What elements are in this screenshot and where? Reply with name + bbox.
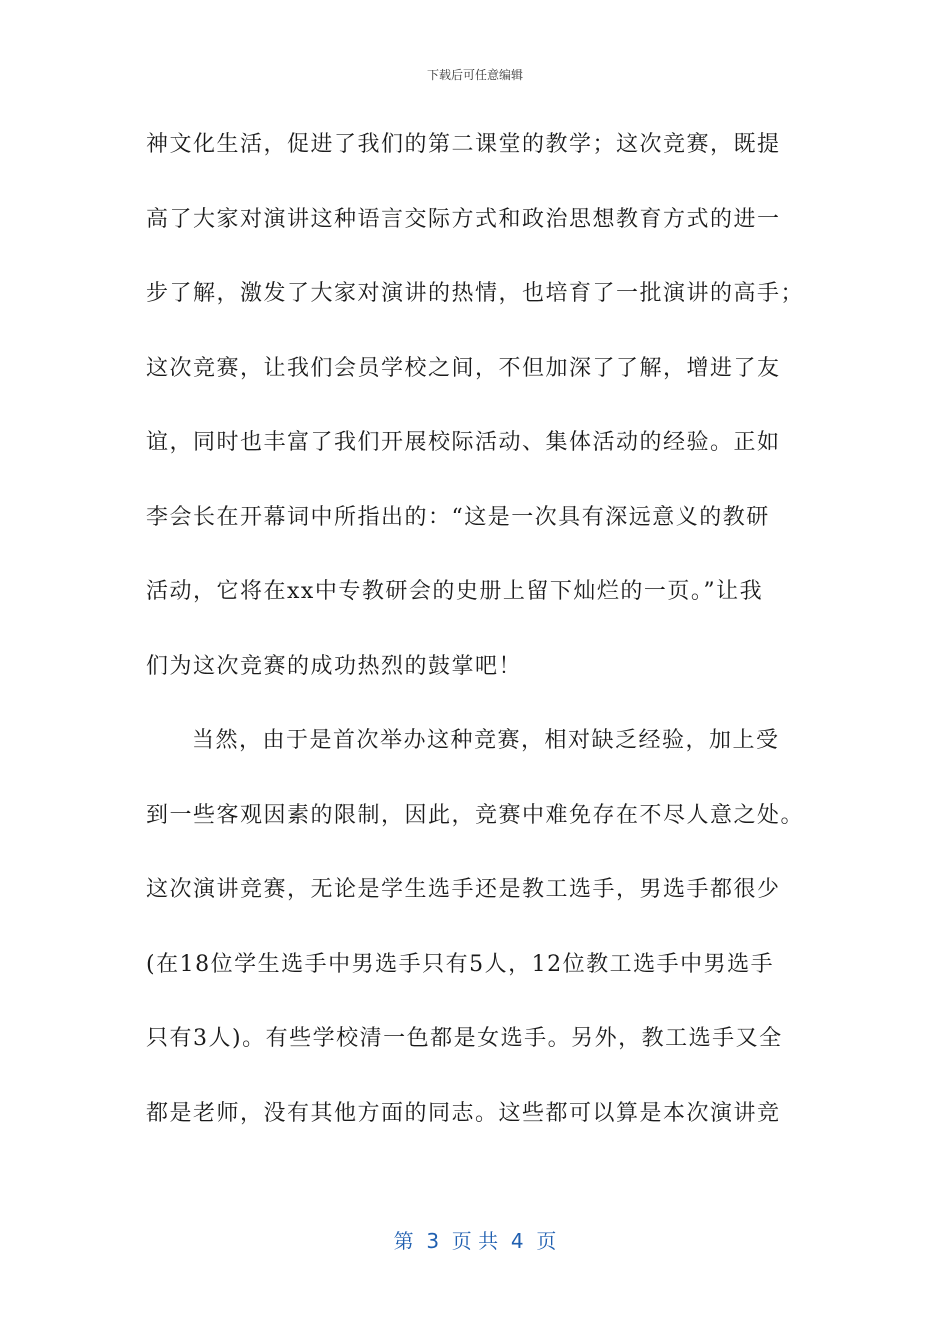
header-note: 下载后可任意编辑 [426, 68, 523, 82]
text-line: 这次竞赛，让我们会员学校之间，不但加深了了解，增进了友 [146, 355, 781, 381]
text-line: 都是老师，没有其他方面的同志。这些都可以算是本次演讲竞 [146, 1100, 781, 1126]
text-line: 只有3人)。有些学校清一色都是女选手。另外，教工选手又全 [146, 1026, 783, 1051]
document-body [146, 120, 806, 1163]
text-line: 高了大家对演讲这种语言交际方式和政治思想教育方式的进一 [146, 206, 781, 232]
text-line: 李会长在开幕词中所指出的：“这是一次具有深远意义的教研 [146, 504, 770, 530]
text-line: 神文化生活，促进了我们的第二课堂的教学；这次竞赛，既提 [146, 132, 781, 157]
text-line: 到一些客观因素的限制，因此，竞赛中难免存在不尽人意之处。 [146, 802, 805, 828]
paragraph-start-line: 当然，由于是首次举办这种竞赛，相对缺乏经验，加上受 [192, 728, 780, 753]
page-number-footer: 第 3 页 共 4 页 [393, 1229, 557, 1253]
text-line: (在18位学生选手中男选手只有5人，12位教工选手中男选手 [146, 951, 775, 977]
text-line: 们为这次竞赛的成功热烈的鼓掌吧！ [146, 653, 523, 679]
text-line: 这次演讲竞赛，无论是学生选手还是教工选手，男选手都很少 [146, 877, 781, 902]
text-line: 谊，同时也丰富了我们开展校际活动、集体活动的经验。正如 [146, 430, 781, 455]
text-line: 步了解，激发了大家对演讲的热情，也培育了一批演讲的高手； [146, 281, 805, 306]
text-line: 活动，它将在xx中专教研会的史册上留下灿烂的一页。”让我 [146, 579, 764, 604]
